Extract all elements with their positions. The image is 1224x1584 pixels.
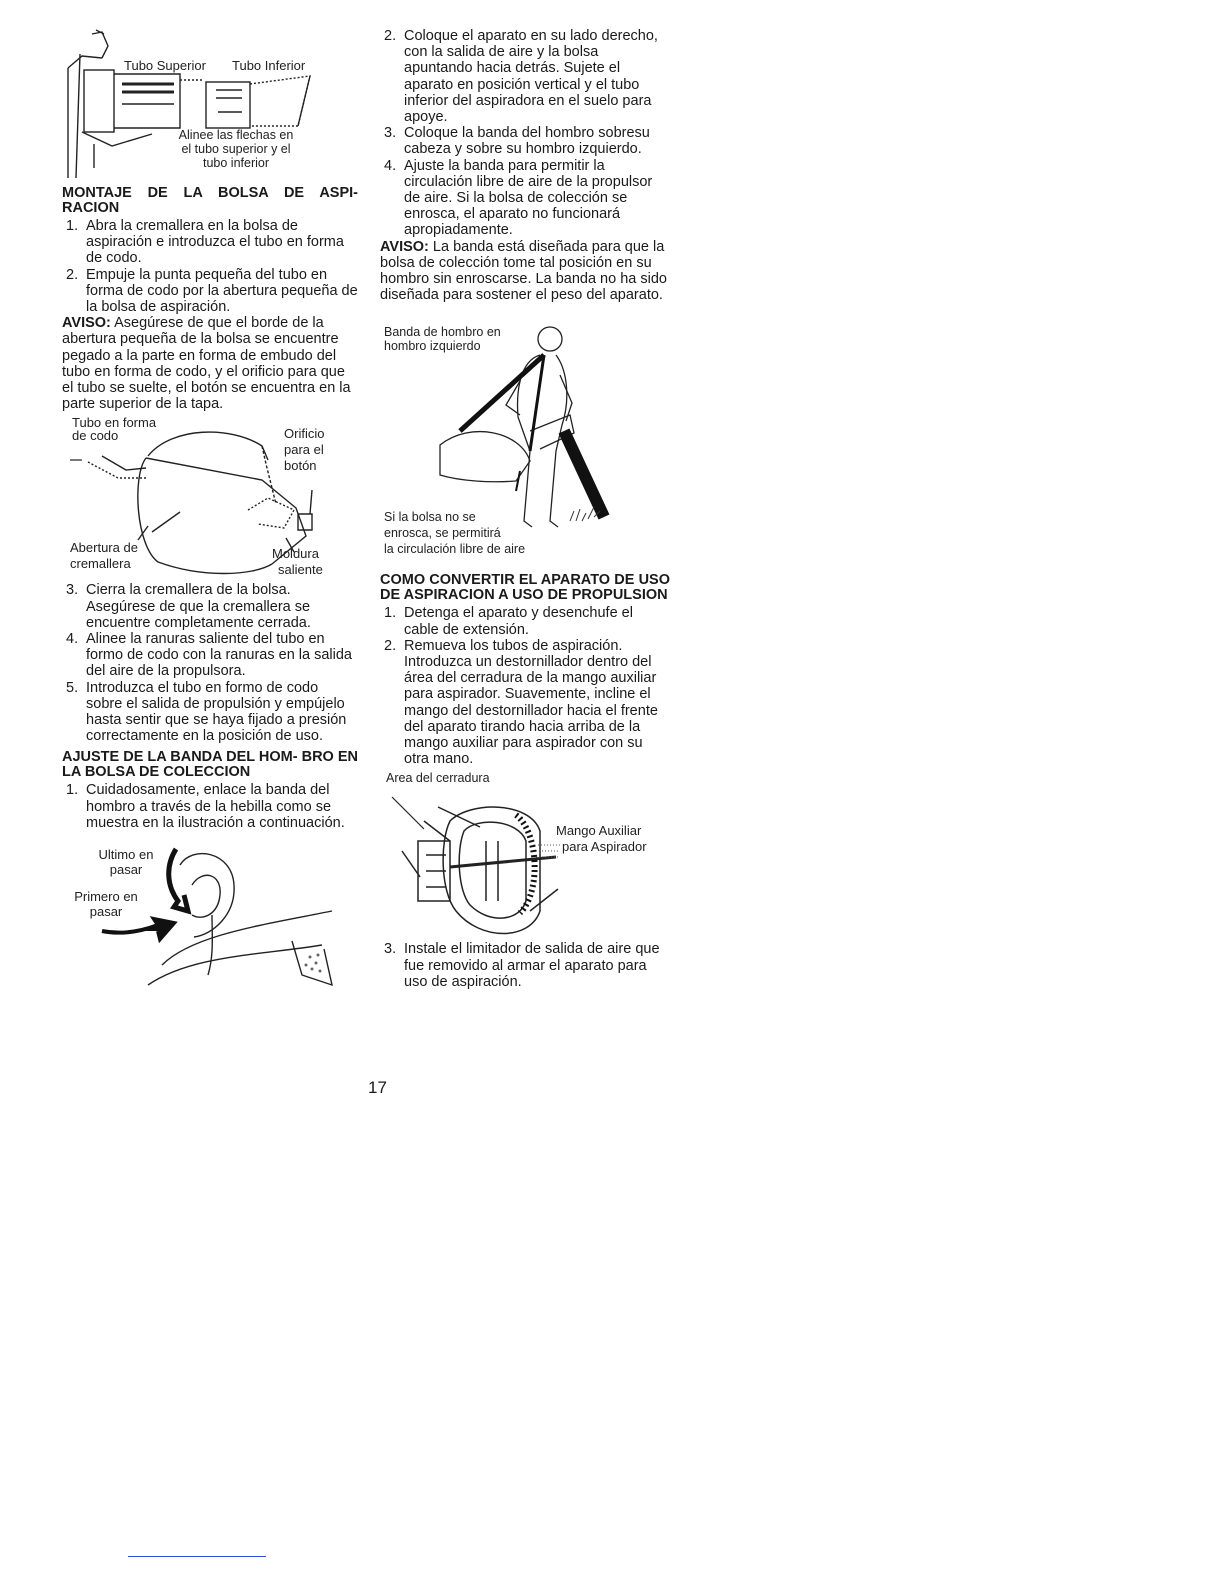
tube-caption (152, 128, 320, 170)
label-line: Mango Auxiliar (556, 823, 642, 839)
step-text: Alinee la ranuras saliente del tubo en formo de codo con la ranuras en la salida del aire de la propulsora. (86, 631, 352, 680)
button-hole-label (284, 426, 324, 474)
shoulder-strap-figure (380, 321, 670, 561)
label-line: saliente (278, 562, 323, 578)
tube-alignment-figure (62, 28, 358, 180)
strap-steps-continued (380, 28, 670, 239)
list-item (62, 680, 358, 745)
list-item (62, 582, 358, 631)
lock-area-label: Area del cerradura (386, 771, 490, 786)
label-line: pasar (89, 904, 123, 920)
bag-steps-continued (62, 582, 358, 744)
bag-assembly-figure (62, 416, 358, 582)
step-text: Empuje la punta pequeña del tubo en forma de codo por la abertura pequeña de la bolsa de aspiración. (86, 266, 358, 316)
step-number: 3. (384, 941, 397, 958)
step-text: Detenga el aparato y desenchufe el cable de extensión. (404, 605, 633, 638)
label-line: Moldura (272, 546, 319, 562)
list-item (380, 28, 670, 125)
list-item (380, 605, 670, 637)
step-number: 3. (384, 125, 397, 142)
tube-caption-line: Alinee las flechas en (178, 128, 294, 142)
tube-upper-label: Tubo Superior (124, 58, 206, 73)
list-item (62, 267, 358, 316)
page-number: 17 (368, 1078, 387, 1097)
right-column (380, 28, 670, 990)
bag-note (62, 315, 358, 412)
step-number: 3. (66, 582, 79, 599)
step-text: Cierra la cremallera de la bolsa. Asegúrese de que la cremallera se encuentre completamente cerrada. (86, 582, 311, 631)
footer-rule (128, 1556, 266, 1557)
step-text: Introduzca el tubo en formo de codo sobre el salida de propulsión y empújelo hasta sentir que se haya fijado a presión correctamente en la posición de uso. (86, 679, 347, 745)
step-number: 5. (66, 679, 79, 696)
note-label: AVISO: (380, 238, 429, 255)
label-line: cremallera (70, 556, 131, 572)
note-text: La banda está diseñada para que la bolsa de colección tome tal posición en su hombro sin enroscarse. La banda no ha sido diseñada para sostener el peso del aparato. (380, 238, 667, 304)
step-text: Instale el limitador de salida de aire que fue removido al armar el aparato para uso de aspiración. (404, 941, 660, 990)
list-item (62, 631, 358, 680)
tube-lower-label: Tubo Inferior (232, 58, 306, 73)
list-item (62, 782, 358, 831)
auxiliary-handle-figure (380, 771, 670, 941)
label-line: Ultimo en (98, 847, 154, 863)
list-item (380, 158, 670, 239)
label-line: para el (284, 442, 324, 458)
label-line: Si la bolsa no se (384, 510, 476, 525)
label-line: de codo (72, 428, 119, 444)
label-line: enrosca, se permitirá (384, 526, 501, 541)
bag-section-heading: MONTAJE DE LA BOLSA DE ASPI- RACION (62, 185, 358, 216)
last-pass-label (86, 847, 166, 877)
list-item (380, 638, 670, 768)
step-text: Cuidadosamente, enlace la banda del hombro a través de la hebilla como se muestra en la ilustración a continuación. (86, 782, 345, 831)
step-text: Abra la cremallera en la bolsa de aspiración e introduzca el tubo en forma de codo. (86, 218, 344, 267)
elbow-tube-label (72, 416, 156, 442)
label-line: Orificio (284, 426, 325, 442)
label-line: botón (284, 458, 317, 474)
step-text: Coloque el aparato en su lado derecho, con la salida de aire y la bolsa apuntando hacia detrás. Sujete el aparato en posición vertical y el tubo inferior del aspiradora en el suelo para apoye. (404, 28, 658, 126)
step-number: 1. (384, 605, 397, 622)
strap-steps-list (62, 782, 358, 831)
strap-note (380, 239, 670, 304)
list-item (380, 125, 670, 157)
buckle-figure (62, 845, 358, 995)
tube-caption-line: tubo inferior (202, 156, 269, 170)
step-number: 2. (66, 266, 79, 283)
label-line: Banda de hombro en (384, 325, 501, 340)
label-line: para Aspirador (562, 839, 647, 855)
step-number: 4. (384, 157, 397, 174)
left-column (62, 28, 358, 995)
label-line: hombro izquierdo (384, 339, 481, 354)
step-number: 4. (66, 631, 79, 648)
shoulder-strap-label (384, 325, 501, 353)
step-text: Remueva los tubos de aspiración. Introduzca un destornillador dentro del área del cerradura de la mango auxiliar para aspirador. Suavemente, incline el mango del destornillador hacia el frente del aparato tirando hacia arriba de la mango auxiliar para aspirador con su otra mano. (404, 637, 658, 768)
molding-label (272, 546, 323, 578)
step-text: Coloque la banda del hombro sobresu cabeza y sobre su hombro izquierdo. (404, 125, 650, 158)
aux-handle-label (556, 823, 647, 855)
label-line: Abertura de (70, 540, 138, 556)
note-label: AVISO: (62, 315, 111, 332)
strap-section-heading: AJUSTE DE LA BANDA DEL HOM- BRO EN LA BOLSA DE COLECCION (62, 749, 358, 781)
label-line: Primero en (74, 889, 138, 905)
airflow-caption (384, 509, 525, 557)
step-number: 2. (384, 28, 397, 44)
convert-steps-list (380, 605, 670, 767)
list-item (62, 218, 358, 267)
first-pass-label (66, 889, 146, 919)
step-number: 1. (66, 218, 79, 234)
label-line: la circulación libre de aire (384, 542, 526, 557)
list-item (380, 941, 670, 990)
note-text: Asegúrese de que el borde de la abertura pequeña de la bolsa se encuentre pegado a la parte en forma de embudo del tubo en forma de codo, y el orificio para que el tubo se suelte, el botón se encuentra en la parte superior de la tapa. (62, 315, 351, 413)
convert-steps-continued (380, 941, 670, 990)
step-number: 2. (384, 637, 397, 654)
label-line: pasar (109, 862, 143, 878)
auxiliary-handle-drawing (380, 781, 670, 941)
step-number: 1. (66, 782, 79, 799)
label-line: Tubo en forma (72, 415, 157, 431)
tube-caption-line: el tubo superior y el (181, 142, 291, 156)
zipper-opening-label (70, 540, 138, 572)
bag-steps-list (62, 218, 358, 315)
step-text: Ajuste la banda para permitir la circulación libre de aire de la propulsor de aire. Si la bolsa de colección se enrosca, el aparato no funcionará apropiadamente. (404, 157, 653, 239)
convert-section-heading: COMO CONVERTIR EL APARATO DE USO DE ASPIRACION A USO DE PROPULSION (380, 572, 670, 604)
